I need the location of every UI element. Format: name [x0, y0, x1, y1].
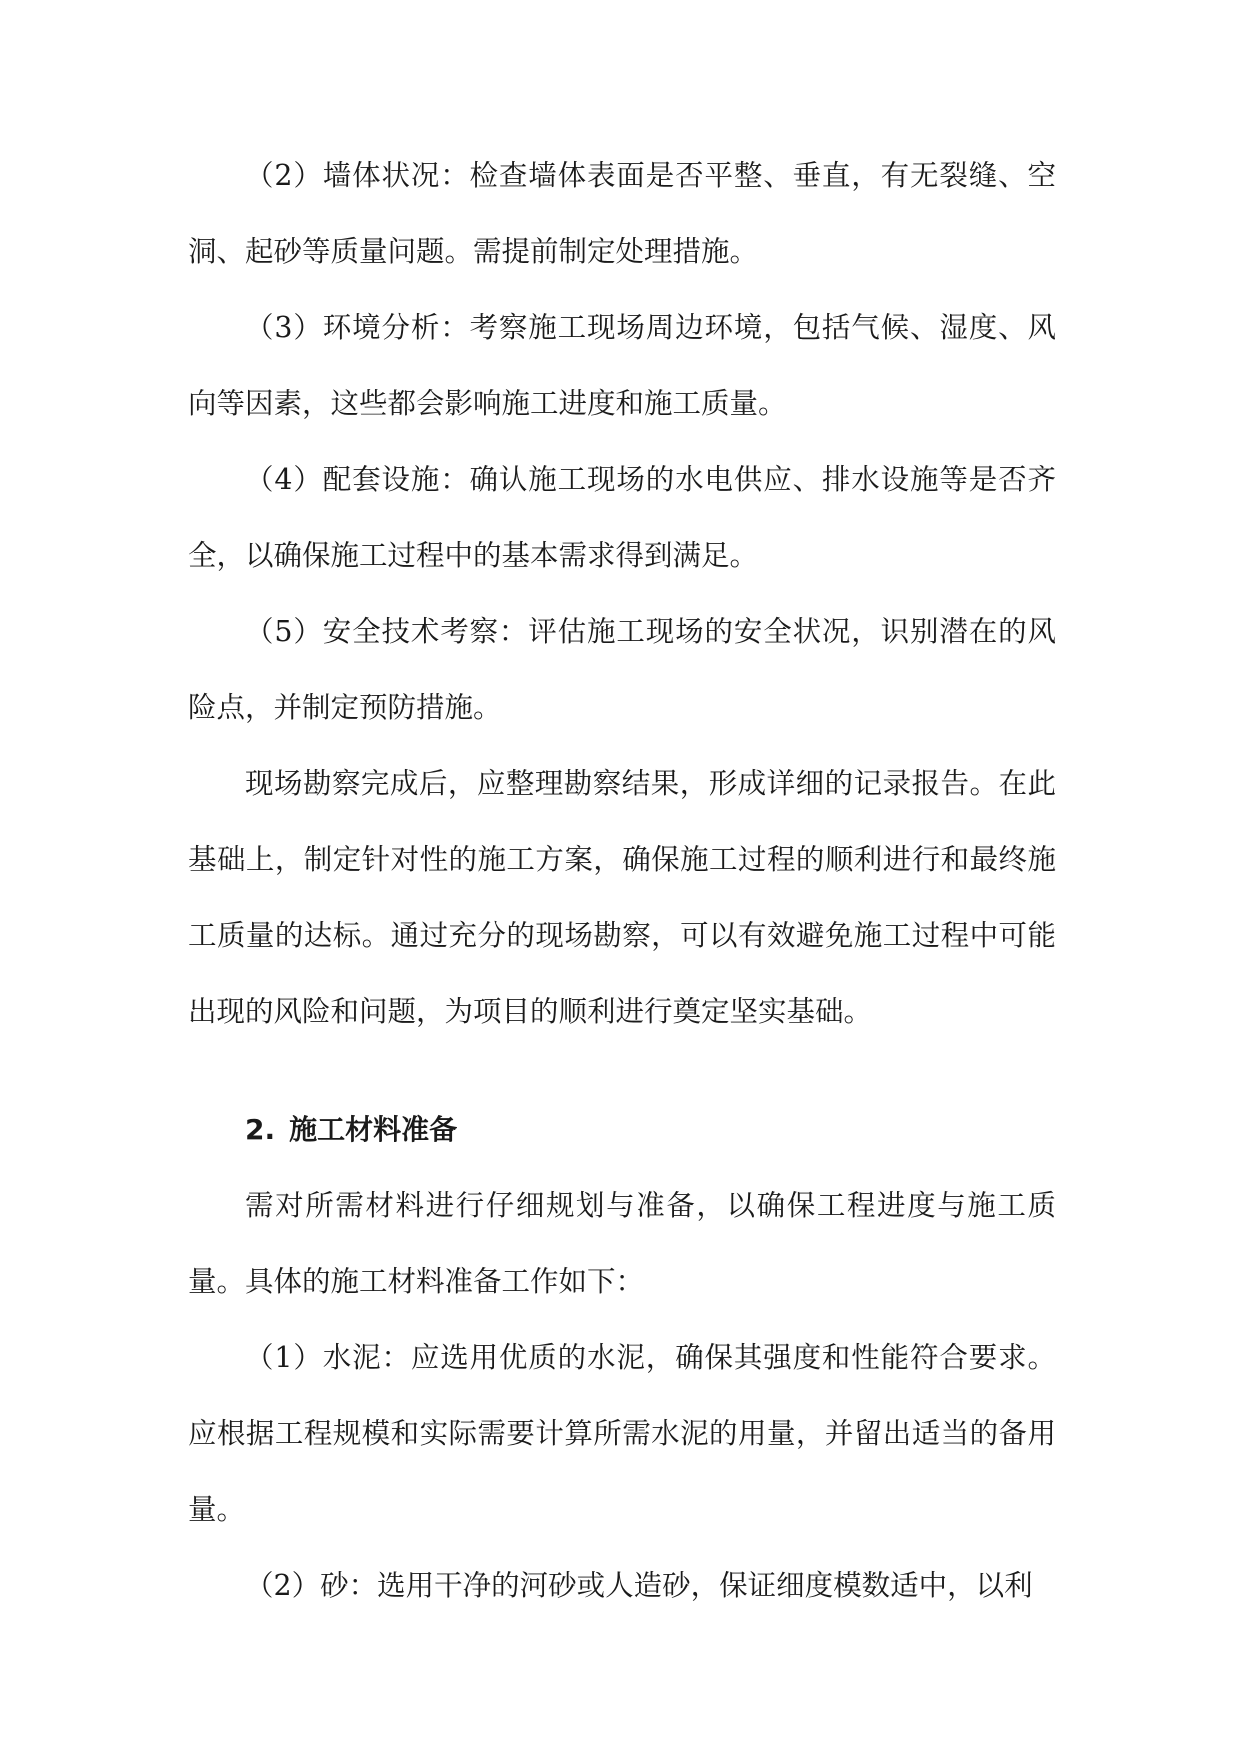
paragraph-cement: （1）水泥：应选用优质的水泥，确保其强度和性能符合要求。应根据工程规模和实际需要计算所需水泥的用量，并留出适当的备用量。	[188, 1341, 1056, 1526]
paragraph-wall-condition: （2）墙体状况：检查墙体表面是否平整、垂直，有无裂缝、空洞、起砂等质量问题。需提前制定处理措施。	[188, 159, 1056, 268]
paragraph-safety-inspection: （5）安全技术考察：评估施工现场的安全状况，识别潜在的风险点，并制定预防措施。	[188, 615, 1056, 724]
paragraph-supporting-facilities: （4）配套设施：确认施工现场的水电供应、排水设施等是否齐全，以确保施工过程中的基本需求得到满足。	[188, 463, 1056, 572]
document-body	[188, 138, 1056, 1624]
paragraph-sand: （2）砂：选用干净的河砂或人造砂，保证细度模数适中，以利	[245, 1569, 1033, 1602]
paragraph-materials-intro: 需对所需材料进行仔细规划与准备，以确保工程进度与施工质量。具体的施工材料准备工作如下：	[188, 1189, 1056, 1298]
section-heading	[188, 1092, 1056, 1168]
paragraph-environment-analysis: （3）环境分析：考察施工现场周边环境，包括气候、湿度、风向等因素，这些都会影响施工进度和施工质量。	[188, 311, 1056, 420]
section-number: 2.	[245, 1113, 276, 1146]
paragraph-survey-summary: 现场勘察完成后，应整理勘察结果，形成详细的记录报告。在此基础上，制定针对性的施工方案，确保施工过程的顺利进行和最终施工质量的达标。通过充分的现场勘察，可以有效避免施工过程中可能出现的风险和问题，为项目的顺利进行奠定坚实基础。	[188, 767, 1056, 1028]
section-title: 施工材料准备	[289, 1113, 458, 1146]
